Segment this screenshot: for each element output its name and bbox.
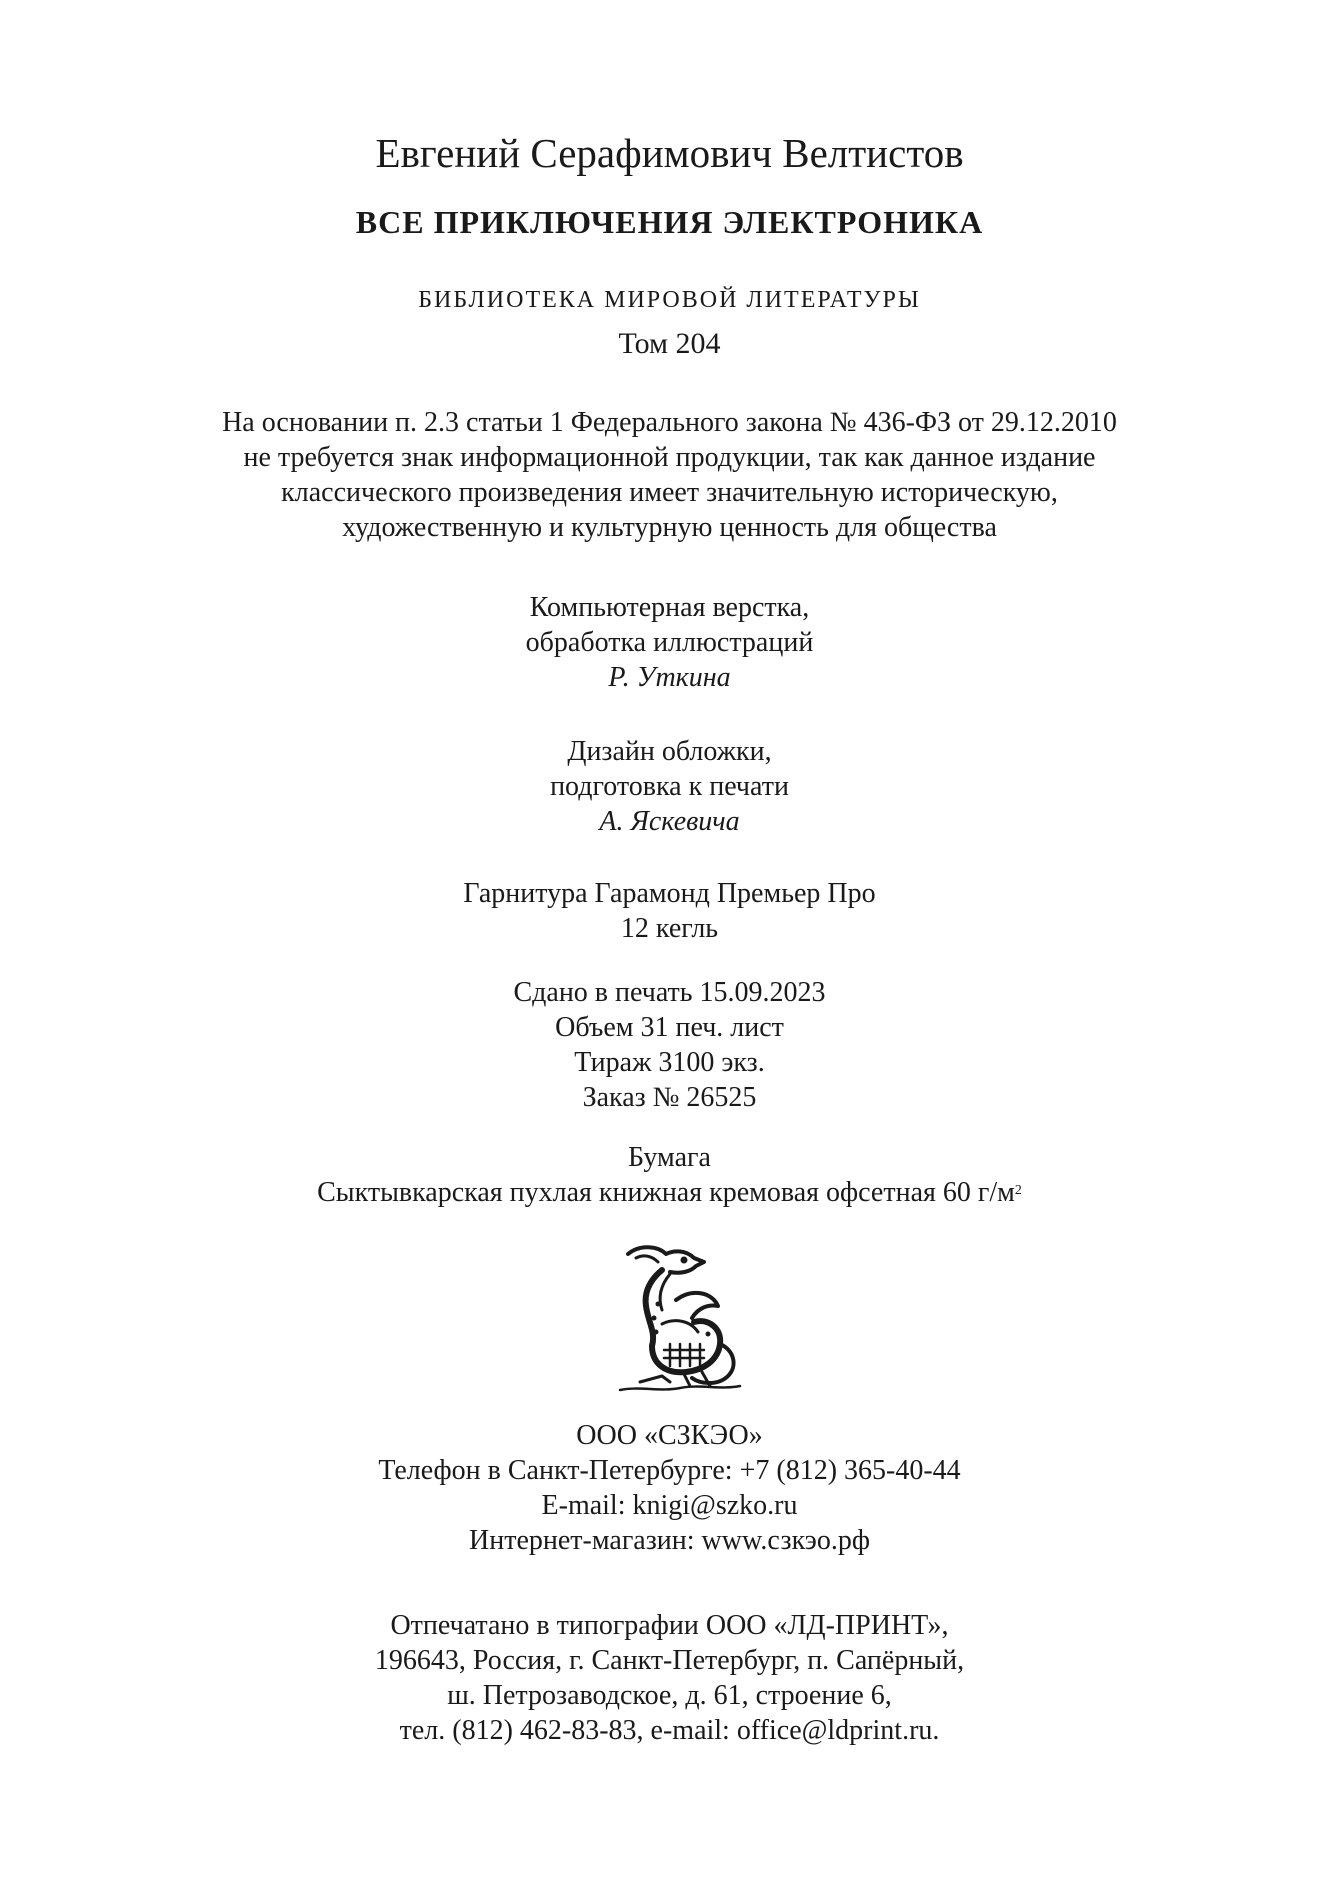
credit-role: Дизайн обложки, <box>567 736 772 767</box>
credit-role: подготовка к печати <box>550 771 789 802</box>
publisher-name: ООО «СЗКЭО» <box>576 1420 763 1451</box>
publisher-shop: Интернет-магазин: www.сзкэо.рф <box>469 1525 870 1556</box>
print-line: Тираж 3100 экз. <box>574 1047 765 1078</box>
typeface-line: Гарнитура Гарамонд Премьер Про <box>463 878 876 909</box>
printer-line: 196643, Россия, г. Санкт-Петербург, п. Сапёрный, <box>374 1645 965 1676</box>
book-series <box>0 284 1339 316</box>
printer-line: тел. (812) 462-83-83, e-mail: office@ldprint.ru. <box>399 1715 940 1746</box>
legal-line: художественную и культурную ценность для общества <box>342 512 997 543</box>
author-name: Евгений Серафимович Велтистов <box>375 130 964 176</box>
paper-info <box>0 1140 1339 1210</box>
publisher-info <box>0 1418 1339 1558</box>
volume-text: Том 204 <box>618 327 721 360</box>
book-volume <box>0 326 1339 362</box>
credit-role: обработка иллюстраций <box>525 627 814 658</box>
legal-line: не требуется знак информационной продукции, так как данное издание <box>243 442 1096 473</box>
dragon-emblem-icon <box>600 1240 750 1400</box>
printer-line: ш. Петрозаводское, д. 61, строение 6, <box>447 1680 892 1711</box>
print-line: Объем 31 печ. лист <box>555 1012 784 1043</box>
legal-line: классического произведения имеет значительную историческую, <box>281 477 1058 508</box>
credit-name: А. Яскевича <box>599 806 740 837</box>
series-text: БИБЛИОТЕКА МИРОВОЙ ЛИТЕРАТУРЫ <box>418 287 921 313</box>
print-line: Сдано в печать 15.09.2023 <box>513 977 826 1008</box>
paper-label: Бумага <box>628 1142 711 1173</box>
cover-credit <box>0 734 1339 839</box>
paper-description-line <box>0 1175 1339 1210</box>
typeface-line: 12 кегль <box>620 913 719 944</box>
layout-credit <box>0 590 1339 695</box>
paper-superscript: 2 <box>1014 1183 1022 1198</box>
paper-description: Сыктывкарская пухлая книжная кремовая офсетная 60 г/м <box>317 1177 1015 1208</box>
title-text: ВСЕ ПРИКЛЮЧЕНИЯ ЭЛЕКТРОНИКА <box>355 204 984 240</box>
publisher-email: E-mail: knigi@szko.ru <box>541 1490 798 1521</box>
printer-line: Отпечатано в типографии ООО «ЛД-ПРИНТ», <box>390 1610 949 1641</box>
printer-info <box>0 1608 1339 1748</box>
credit-name: Р. Уткина <box>608 662 731 693</box>
publisher-phone: Телефон в Санкт-Петербурге: +7 (812) 365-40-44 <box>378 1455 961 1486</box>
book-title <box>0 202 1339 242</box>
legal-line: На основании п. 2.3 статьи 1 Федерального закона № 436-ФЗ от 29.12.2010 <box>222 407 1117 438</box>
book-author <box>0 128 1339 178</box>
credit-role: Компьютерная верстка, <box>529 592 810 623</box>
print-line: Заказ № 26525 <box>582 1082 757 1113</box>
typeface-info <box>0 876 1339 946</box>
print-info <box>0 975 1339 1115</box>
legal-notice <box>0 405 1339 545</box>
